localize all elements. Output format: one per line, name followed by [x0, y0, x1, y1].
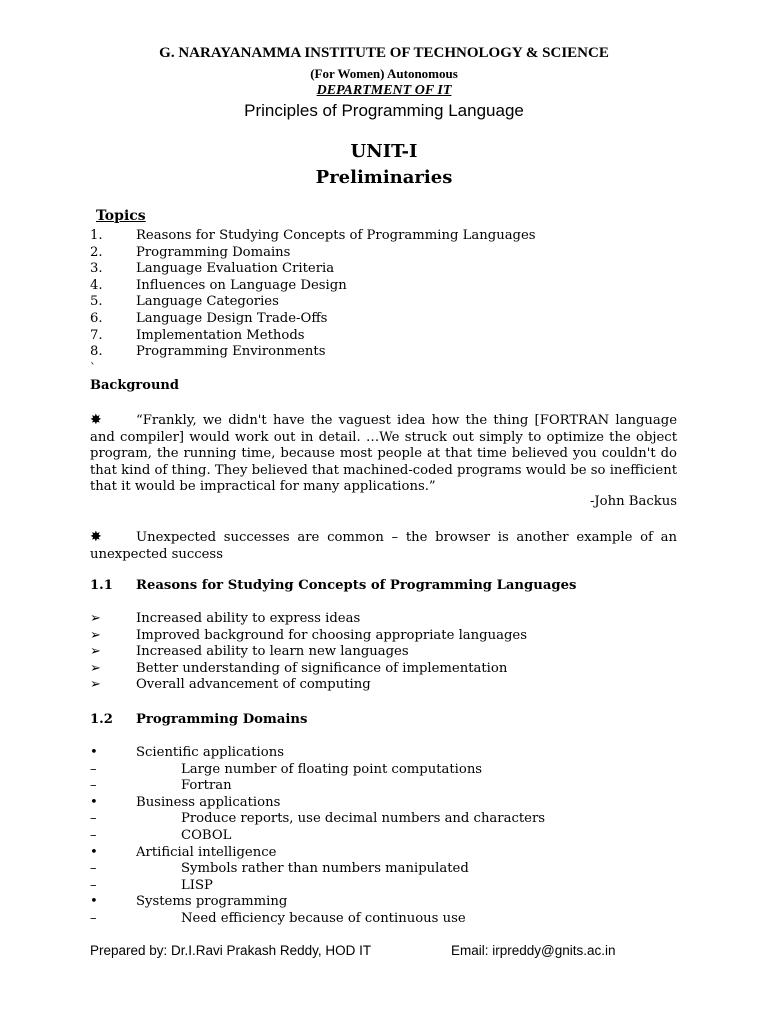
section-1-1-heading [90, 578, 576, 593]
topic-text: Influences on Language Design [136, 277, 347, 293]
list-subitem [90, 828, 690, 845]
topic-text: Language Categories [136, 294, 279, 310]
section-title: Reasons for Studying Concepts of Programming Languages [136, 578, 577, 593]
topic-number: 6. [90, 310, 103, 326]
dash-marker: – [90, 811, 97, 827]
list-subitem [90, 878, 690, 895]
topic-text: Reasons for Studying Concepts of Programming Languages [136, 228, 536, 243]
list-item-text: Artificial intelligence [136, 844, 277, 860]
topic-item [90, 344, 690, 361]
reasons-list [90, 611, 690, 694]
bullet-marker: • [90, 745, 98, 760]
list-item [90, 661, 690, 678]
list-item [90, 894, 690, 911]
list-item [90, 611, 690, 628]
list-item-text: Overall advancement of computing [136, 677, 371, 693]
list-item-text: Improved background for choosing appropriate languages [136, 627, 527, 643]
unit-title: Preliminaries [315, 167, 453, 188]
bullet-marker: • [90, 844, 98, 860]
topic-text: Language Evaluation Criteria [136, 261, 335, 277]
topic-text: Language Design Trade-Offs [136, 310, 328, 326]
institute-subtitle: (For Women) Autonomous [310, 66, 458, 81]
arrow-bullet-icon: ➢ [90, 627, 102, 643]
section-title: Programming Domains [136, 712, 308, 727]
arrow-bullet-icon: ➢ [90, 660, 102, 676]
course-title: Principles of Programming Language [244, 101, 524, 120]
list-item-text: Fortran [181, 778, 232, 794]
arrow-bullet-icon: ➢ [90, 644, 102, 660]
topic-number: 5. [90, 294, 103, 310]
page-footer [90, 943, 690, 958]
list-subitem [90, 762, 690, 779]
dash-marker: – [90, 861, 97, 877]
list-item-text: Need efficiency because of continuous use [181, 910, 466, 926]
background-note [90, 529, 677, 563]
list-item-text: LISP [181, 877, 213, 893]
prepared-by: Prepared by: Dr.I.Ravi Prakash Reddy, HOD IT [90, 943, 372, 958]
topic-text: Programming Environments [136, 344, 326, 360]
dash-marker: – [90, 877, 97, 893]
list-item-text: Business applications [136, 794, 281, 810]
list-item [90, 795, 690, 812]
institute-name: G. NARAYANAMMA INSTITUTE OF TECHNOLOGY & SCIENCE [159, 45, 609, 61]
list-item [90, 644, 690, 661]
background-heading: Background [90, 378, 179, 393]
quote-text: “Frankly, we didn't have the vaguest idea how the thing [FORTRAN language and compiler] would work out in detail. …We struck out simply to optimize the object program, the running time, because most people at that time believed you couldn't do that kind of thing. They believed that machined-coded programs would be so inefficient that it would be impractical for many applications.” [90, 413, 677, 495]
section-number: 1.1 [90, 578, 113, 593]
topic-item [90, 245, 690, 262]
list-subitem [90, 811, 690, 828]
topic-item [90, 261, 690, 278]
list-item-text: Increased ability to express ideas [136, 611, 361, 626]
topic-item [90, 278, 690, 295]
unit-number: UNIT-I [350, 141, 418, 162]
flower-bullet-icon: ✸ [90, 412, 102, 428]
author-email: Email: irpreddy@gnits.ac.in [451, 943, 616, 958]
topic-text: Programming Domains [136, 244, 291, 260]
list-item-text: Increased ability to learn new languages [136, 644, 409, 660]
dash-marker: – [90, 761, 97, 777]
quote-attribution: -John Backus [589, 494, 677, 509]
department-name: DEPARTMENT OF IT [316, 83, 452, 98]
topic-number: 7. [90, 327, 103, 343]
topics-heading: Topics [96, 208, 146, 224]
list-item-text: Systems programming [136, 894, 288, 910]
domains-list [90, 745, 690, 928]
topic-item [90, 228, 690, 245]
dash-marker: – [90, 827, 97, 843]
note-text: Unexpected successes are common – the browser is another example of an unexpected success [90, 530, 677, 562]
unit-heading [0, 140, 768, 192]
section-number: 1.2 [90, 712, 113, 727]
list-item [90, 745, 690, 762]
topic-text: Implementation Methods [136, 327, 305, 343]
flower-bullet-icon: ✸ [90, 529, 102, 545]
topic-item [90, 328, 690, 345]
topic-item [90, 294, 690, 311]
list-item-text: Produce reports, use decimal numbers and characters [181, 811, 546, 827]
dash-marker: – [90, 778, 97, 794]
topic-number: 8. [90, 344, 103, 360]
list-item [90, 628, 690, 645]
backus-quote [90, 412, 677, 496]
dash-marker: – [90, 910, 97, 926]
stray-mark: ` [90, 361, 96, 375]
list-item-text: Symbols rather than numbers manipulated [181, 861, 469, 877]
arrow-bullet-icon: ➢ [90, 677, 102, 693]
bullet-marker: • [90, 894, 98, 910]
list-subitem [90, 911, 690, 928]
list-item-text: COBOL [181, 827, 232, 843]
topic-item [90, 311, 690, 328]
list-item [90, 845, 690, 862]
list-subitem [90, 861, 690, 878]
list-subitem [90, 778, 690, 795]
topic-number: 2. [90, 244, 103, 260]
topic-number: 3. [90, 261, 103, 277]
bullet-marker: • [90, 794, 98, 810]
list-item-text: Large number of floating point computations [181, 761, 483, 777]
arrow-bullet-icon: ➢ [90, 611, 102, 626]
section-1-2-heading [90, 712, 307, 727]
topic-number: 1. [90, 228, 103, 243]
list-item [90, 677, 690, 694]
list-item-text: Better understanding of significance of implementation [136, 660, 508, 676]
topics-list [90, 228, 690, 361]
list-item-text: Scientific applications [136, 745, 284, 760]
topic-number: 4. [90, 277, 103, 293]
